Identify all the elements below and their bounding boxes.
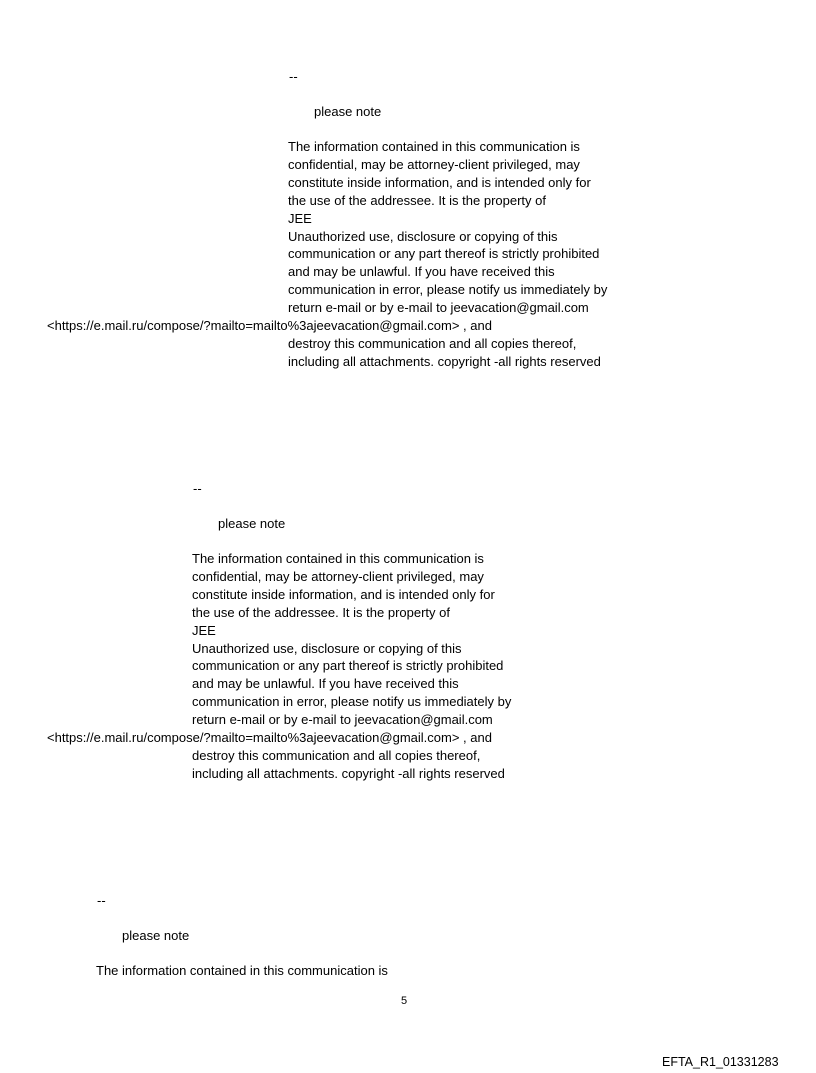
disclaimer-line: JEE — [192, 622, 216, 638]
disclaimer-line: constitute inside information, and is intended only for — [288, 174, 591, 190]
disclaimer-line: confidential, may be attorney-client privileged, may — [288, 156, 580, 172]
note-heading: please note — [218, 516, 286, 531]
disclaimer-line: the use of the addressee. It is the property of — [288, 192, 546, 208]
disclaimer-block — [47, 550, 512, 783]
disclaimer-line: communication in error, please notify us immediately by — [192, 694, 512, 710]
separator: -- — [193, 481, 202, 496]
disclaimer-line: destroy this communication and all copies thereof, — [192, 747, 481, 763]
disclaimer-line: return e-mail or by e-mail to jeevacation@gmail.com — [288, 300, 589, 316]
separator: -- — [289, 69, 298, 84]
disclaimer-line: confidential, may be attorney-client privileged, may — [192, 568, 484, 584]
mailto-link-line: <https://e.mail.ru/compose/?mailto=mailto%3ajeevacation@gmail.com> , and — [47, 318, 492, 334]
mailto-link-line: <https://e.mail.ru/compose/?mailto=mailto%3ajeevacation@gmail.com> , and — [47, 730, 492, 746]
disclaimer-line: Unauthorized use, disclosure or copying of this — [192, 640, 462, 656]
disclaimer-block — [47, 138, 608, 371]
disclaimer-line: communication or any part thereof is strictly prohibited — [192, 658, 504, 674]
separator: -- — [97, 893, 106, 908]
page-number: 5 — [401, 995, 408, 1007]
disclaimer-line: including all attachments. copyright -all rights reserved — [192, 765, 505, 781]
disclaimer-line: the use of the addressee. It is the property of — [192, 604, 450, 620]
disclaimer-line: The information contained in this communication is — [192, 551, 484, 566]
disclaimer-line: communication or any part thereof is strictly prohibited — [288, 246, 600, 262]
disclaimer-line: constitute inside information, and is intended only for — [192, 586, 495, 602]
note-heading: please note — [314, 104, 382, 119]
disclaimer-line: The information contained in this communication is — [288, 139, 580, 154]
disclaimer-line: JEE — [288, 210, 312, 226]
disclaimer-line: return e-mail or by e-mail to jeevacation@gmail.com — [192, 712, 493, 728]
disclaimer-line: destroy this communication and all copies thereof, — [288, 335, 577, 351]
disclaimer-line: and may be unlawful. If you have received this — [192, 676, 459, 692]
disclaimer-line: Unauthorized use, disclosure or copying of this — [288, 228, 558, 244]
disclaimer-line: communication in error, please notify us immediately by — [288, 282, 608, 298]
disclaimer-line: and may be unlawful. If you have received this — [288, 264, 555, 280]
disclaimer-line: The information contained in this communication is — [96, 963, 388, 978]
disclaimer-line: including all attachments. copyright -all rights reserved — [288, 353, 601, 369]
bates-number: EFTA_R1_01331283 — [662, 1055, 779, 1069]
note-heading: please note — [122, 928, 190, 943]
disclaimer-block — [96, 962, 388, 980]
